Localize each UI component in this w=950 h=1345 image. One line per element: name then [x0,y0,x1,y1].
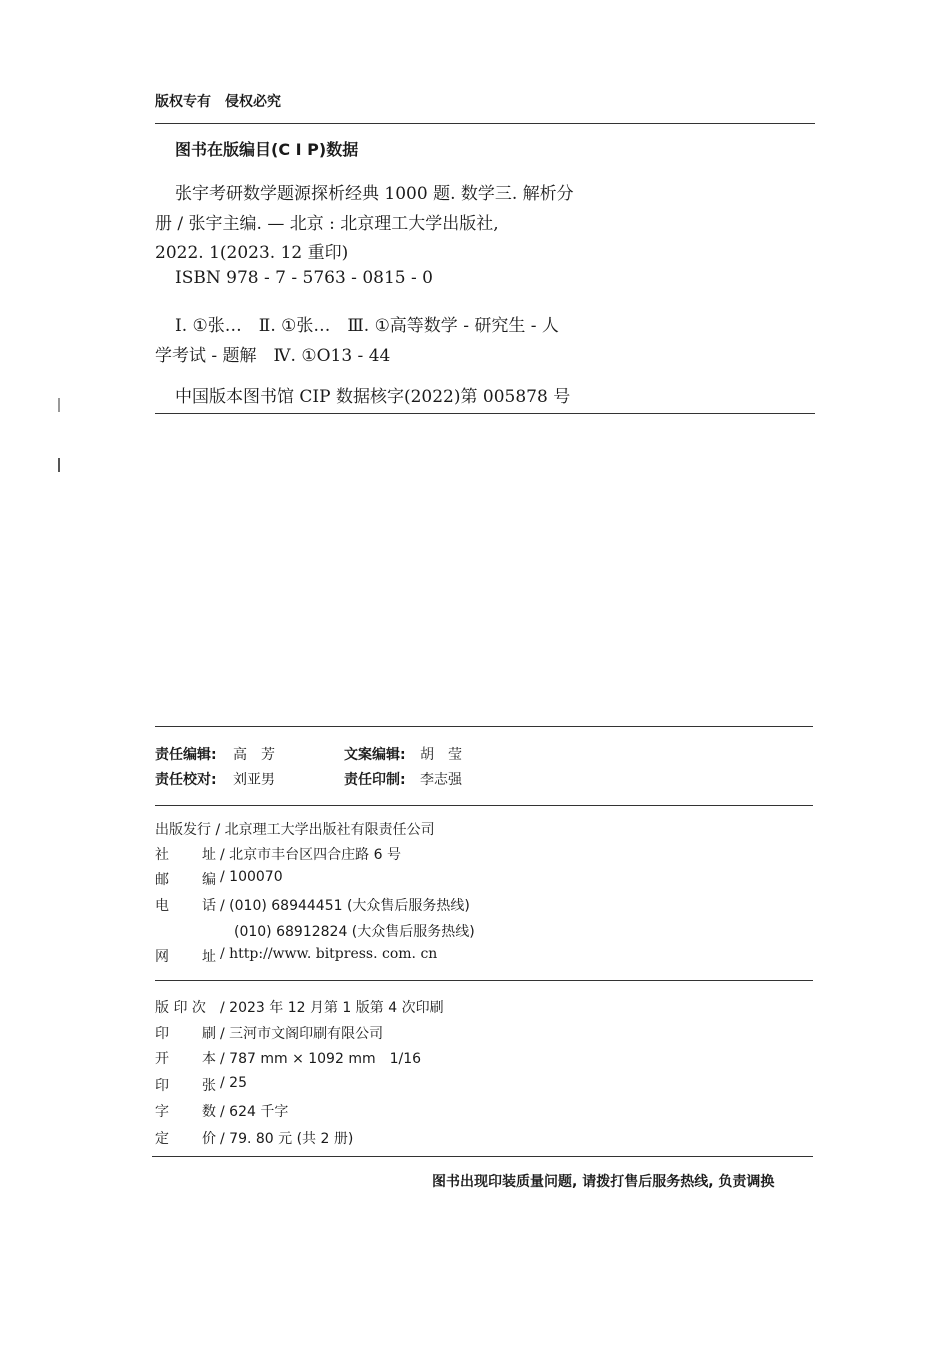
copyright-notice: 版权专有 侵权必究 [155,94,281,110]
divider-staff-bottom [155,805,813,806]
sheets-value: / 25 [220,1075,247,1091]
price-value: / 79. 80 元 (共 2 册) [220,1131,354,1147]
address-label-char1: 社 [155,847,169,863]
proofreader-name: 刘亚男 [233,772,275,788]
format-label-char1: 开 [155,1051,169,1067]
sheets-label-char2: 张 [202,1078,216,1094]
address-value: / 北京市丰台区四合庄路 6 号 [220,847,401,863]
printer-value: / 三河市文阁印刷有限公司 [220,1026,384,1042]
postcode-label-char1: 邮 [155,872,169,888]
price-label-char2: 价 [202,1131,216,1147]
cip-author-line: 册 / 张宇主编. — 北京 : 北京理工大学出版社, [155,214,499,234]
phone-number-1: / (010) 68944451 (大众售后服务热线) [220,898,470,914]
printer-label-char2: 刷 [202,1026,216,1042]
scan-mark [58,398,60,412]
divider-printing-bottom [152,1156,813,1157]
edition-label: 版 印 次 [155,1000,206,1016]
cip-isbn: ISBN 978 - 7 - 5763 - 0815 - 0 [175,268,433,288]
cip-heading: 图书在版编目(C I P)数据 [175,140,359,159]
cip-classification-line1: Ⅰ. ①张… Ⅱ. ①张… Ⅲ. ①高等数学 - 研究生 - 人 [175,316,559,336]
scan-mark [58,458,60,472]
printer-label-char1: 印 [155,1026,169,1042]
copy-editor-name: 胡 莹 [420,747,462,763]
format-label-char2: 本 [202,1051,216,1067]
divider-top [155,123,815,124]
website-label-char1: 网 [155,949,169,965]
print-manager-label: 责任印制: [344,772,406,788]
format-value: / 787 mm × 1092 mm 1/16 [220,1051,422,1067]
cip-record-number: 中国版本图书馆 CIP 数据核字(2022)第 005878 号 [175,387,571,407]
price-label-char1: 定 [155,1131,169,1147]
cip-date-line: 2022. 1(2023. 12 重印) [155,243,349,263]
sheets-label-char1: 印 [155,1078,169,1094]
phone-label-char1: 电 [155,898,169,914]
quality-notice: 图书出现印装质量问题, 请拨打售后服务热线, 负责调换 [432,1174,775,1190]
postcode-label-char2: 编 [202,872,216,888]
divider-staff-top [155,726,813,727]
cip-title-line: 张宇考研数学题源探析经典 1000 题. 数学三. 解析分 [175,184,574,204]
word-count-label-char2: 数 [202,1104,216,1120]
website-url: / http://www. bitpress. com. cn [220,946,438,962]
website-label-char2: 址 [202,949,216,965]
edition-value: / 2023 年 12 月第 1 版第 4 次印刷 [220,1000,444,1016]
cip-classification-line2: 学考试 - 题解 Ⅳ. ①O13 - 44 [155,346,391,366]
phone-number-2: (010) 68912824 (大众售后服务热线) [234,924,475,940]
editor-name: 高 芳 [233,747,275,763]
print-manager-name: 李志强 [420,772,462,788]
publisher-line: 出版发行 / 北京理工大学出版社有限责任公司 [155,822,435,838]
editor-label: 责任编辑: [155,747,217,763]
copy-editor-label: 文案编辑: [344,747,406,763]
word-count-label-char1: 字 [155,1104,169,1120]
proofreader-label: 责任校对: [155,772,217,788]
address-label-char2: 址 [202,847,216,863]
postcode-value: / 100070 [220,869,283,885]
divider-cip-bottom [155,413,815,414]
divider-publisher-bottom [155,980,813,981]
word-count-value: / 624 千字 [220,1104,289,1120]
phone-label-char2: 话 [202,898,216,914]
